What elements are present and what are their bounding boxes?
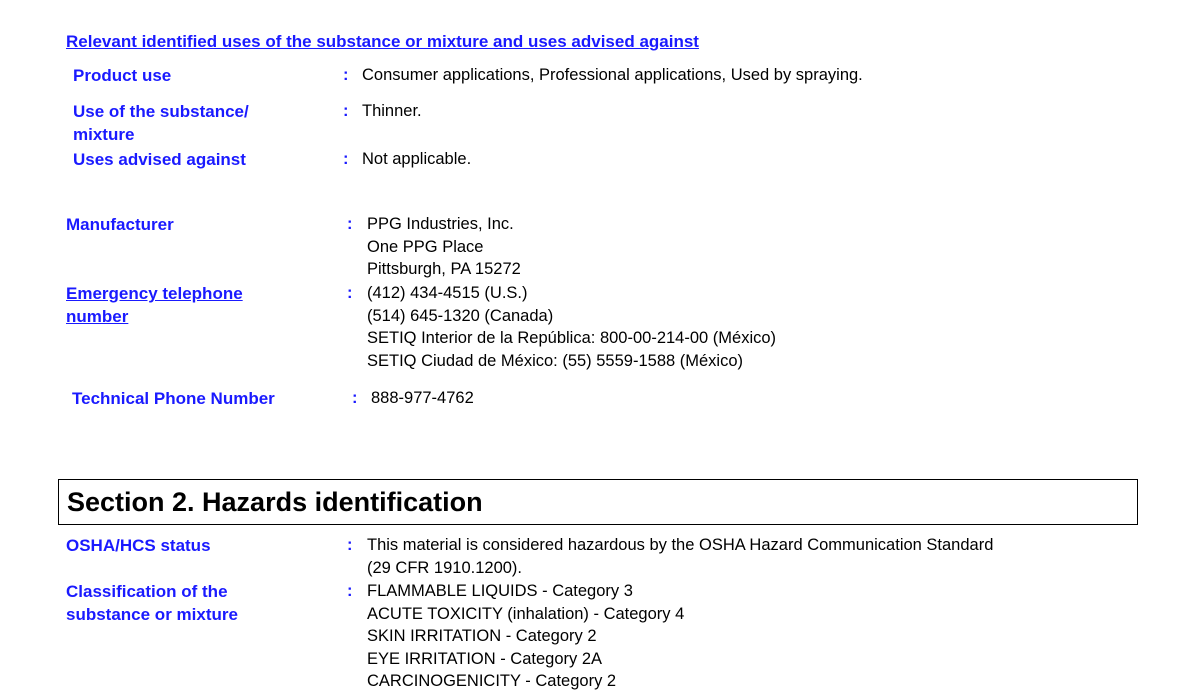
emergency-numbers	[367, 282, 776, 372]
emergency-label-line1[interactable]: Emergency telephone	[66, 284, 243, 303]
classification-item: ACUTE TOXICITY (inhalation) - Category 4	[367, 604, 685, 623]
classification-label-line1: Classification of the	[66, 582, 228, 601]
manufacturer-line: One PPG Place	[367, 237, 484, 256]
use-of-substance-colon: :	[343, 102, 349, 120]
uses-advised-against-colon: :	[343, 150, 349, 168]
use-of-substance-value: Thinner.	[362, 102, 422, 120]
technical-phone-value: 888-977-4762	[371, 389, 474, 407]
uses-advised-against-value: Not applicable.	[362, 150, 472, 168]
use-of-substance-label-line2: mixture	[73, 125, 135, 144]
manufacturer-label: Manufacturer	[66, 215, 174, 234]
manufacturer-address	[367, 213, 521, 281]
technical-phone-label: Technical Phone Number	[72, 389, 275, 408]
emergency-telephone-label[interactable]	[66, 282, 243, 328]
classification-item: EYE IRRITATION - Category 2A	[367, 649, 603, 668]
product-use-colon: :	[343, 66, 349, 84]
emergency-line: (412) 434-4515 (U.S.)	[367, 284, 528, 302]
emergency-label-line2[interactable]: number	[66, 307, 129, 326]
emergency-line: SETIQ Ciudad de México: (55) 5559-1588 (México)	[367, 351, 744, 370]
manufacturer-colon: :	[347, 215, 353, 233]
uses-heading: Relevant identified uses of the substance or mixture and uses advised against	[66, 32, 699, 51]
use-of-substance-label-line1: Use of the substance/	[73, 102, 249, 121]
product-use-value: Consumer applications, Professional applications, Used by spraying.	[362, 66, 863, 84]
classification-label-line2: substance or mixture	[66, 605, 238, 624]
uses-advised-against-label: Uses advised against	[73, 150, 246, 169]
classification-item: FLAMMABLE LIQUIDS - Category 3	[367, 582, 633, 600]
emergency-colon: :	[347, 284, 353, 302]
classification-label	[66, 580, 238, 626]
product-use-label: Product use	[73, 66, 172, 85]
classification-list	[367, 580, 684, 693]
osha-status-line: (29 CFR 1910.1200).	[367, 558, 523, 577]
osha-status-colon: :	[347, 536, 353, 554]
classification-item: SKIN IRRITATION - Category 2	[367, 627, 597, 645]
emergency-line: SETIQ Interior de la República: 800-00-214-00 (México)	[367, 329, 777, 347]
osha-status-label: OSHA/HCS status	[66, 536, 211, 555]
manufacturer-line: PPG Industries, Inc.	[367, 215, 514, 233]
classification-item: CARCINOGENICITY - Category 2	[367, 672, 617, 690]
section-2-title: Section 2. Hazards identification	[67, 487, 483, 517]
use-of-substance-label	[73, 100, 249, 146]
technical-phone-colon: :	[352, 389, 358, 407]
manufacturer-line: Pittsburgh, PA 15272	[367, 260, 521, 278]
classification-colon: :	[347, 582, 353, 600]
osha-status-line: This material is considered hazardous by the OSHA Hazard Communication Standard	[367, 536, 994, 554]
emergency-line: (514) 645-1320 (Canada)	[367, 306, 554, 325]
section-2-header	[58, 479, 1138, 525]
osha-status-value	[367, 534, 993, 579]
